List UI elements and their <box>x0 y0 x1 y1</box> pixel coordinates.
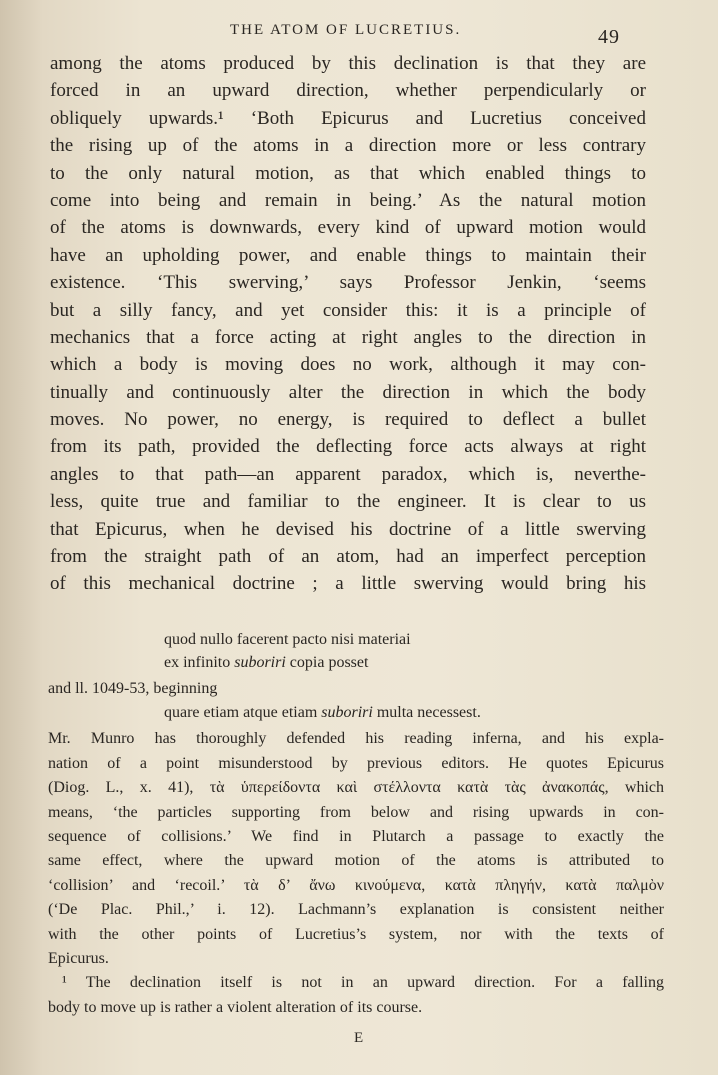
text-line: less, quite true and familiar to the engineer. It is clear to us <box>50 491 646 513</box>
footnote <box>48 971 664 1020</box>
text-line: which a body is moving does no work, although it may con- <box>50 354 646 376</box>
latin-quote-line <box>164 701 664 724</box>
note-intro-line: and ll. 1049-53, beginning <box>48 680 218 697</box>
note-line: Mr. Munro has thoroughly defended his reading inferna, and his expla- <box>48 730 664 748</box>
note-line: ‘collision’ and ‘recoil.’ τὰ δ’ ἄνω κινούμενα, κατὰ πληγήν, κατὰ παλμὸν <box>48 876 664 894</box>
note-line: same effect, where the upward motion of the atoms is attributed to <box>48 852 664 870</box>
latin-quote-line <box>164 651 664 674</box>
footnote-line: ¹ The declination itself is not in an upward direction. For a falling <box>62 974 664 992</box>
notes-section <box>48 628 664 1020</box>
note-line: sequence of collisions.’ We find in Plutarch a passage to exactly the <box>48 827 664 845</box>
note-line: (Diog. L., x. 41), τὰ ὑπερείδοντα καὶ στέλλοντα κατὰ τὰς ἀνακοπάς, which <box>48 779 664 797</box>
text-line: from the straight path of an atom, had an imperfect perception <box>50 546 646 568</box>
text-line: of this mechanical doctrine ; a little swerving would bring his <box>50 573 646 595</box>
page-number: 49 <box>598 26 620 48</box>
text-line: to the only natural motion, as that which enabled things to <box>50 162 646 184</box>
quote-emphasis: suboriri <box>234 654 286 671</box>
text-line: from its path, provided the deflecting force acts always at right <box>50 436 646 458</box>
quote-text: multa necessest. <box>372 704 481 722</box>
latin-quote-line: quod nullo facerent pacto nisi materiai <box>164 631 411 648</box>
note-line: Epicurus. <box>48 949 109 967</box>
text-line: moves. No power, no energy, is required to deflect a bullet <box>50 409 646 431</box>
text-line: the rising up of the atoms in a direction more or less contrary <box>50 135 646 157</box>
quote-text: ex infinito <box>164 654 235 671</box>
text-line: but a silly fancy, and yet consider this: it is a principle of <box>50 299 646 321</box>
text-line: angles to that path—an apparent paradox, which is, neverthe- <box>50 463 646 485</box>
text-line: that Epicurus, when he devised his doctrine of a little swerving <box>50 518 646 540</box>
signature-mark: E <box>354 1030 365 1046</box>
text-line: among the atoms produced by this declination is that they are <box>50 53 646 74</box>
text-line: have an upholding power, and enable things to maintain their <box>50 244 646 266</box>
running-title: THE ATOM OF LUCRETIUS. <box>230 22 462 38</box>
text-line: mechanics that a force acting at right angles to the direction in <box>50 326 646 348</box>
note-line: (‘De Plac. Phil.,’ i. 12). Lachmann’s explanation is consistent neither <box>48 901 664 919</box>
note-line: nation of a point misunderstood by previous editors. He quotes Epicurus <box>48 754 664 772</box>
text-line: of the atoms is downwards, every kind of upward motion would <box>50 217 646 239</box>
quote-text: quare etiam atque etiam <box>164 704 322 722</box>
text-line: come into being and remain in being.’ As the natural motion <box>50 189 646 211</box>
quote-text: copia posset <box>285 654 369 671</box>
text-line: existence. ‘This swerving,’ says Professor Jenkin, ‘seems <box>50 272 646 294</box>
text-line: forced in an upward direction, whether perpendicularly or <box>50 80 646 102</box>
text-line: tinually and continuously alter the direction in which the body <box>50 381 646 403</box>
text-line: obliquely upwards.¹ ‘Both Epicurus and Lucretius conceived <box>50 107 646 129</box>
note-line: means, ‘the particles supporting from below and rising upwards in con- <box>48 803 664 821</box>
quote-emphasis: suboriri <box>321 704 373 722</box>
footnote-line: body to move up is rather a violent alteration of its course. <box>48 998 423 1016</box>
note-line: with the other points of Lucretius’s system, nor with the texts of <box>48 925 664 943</box>
main-text <box>50 50 646 598</box>
